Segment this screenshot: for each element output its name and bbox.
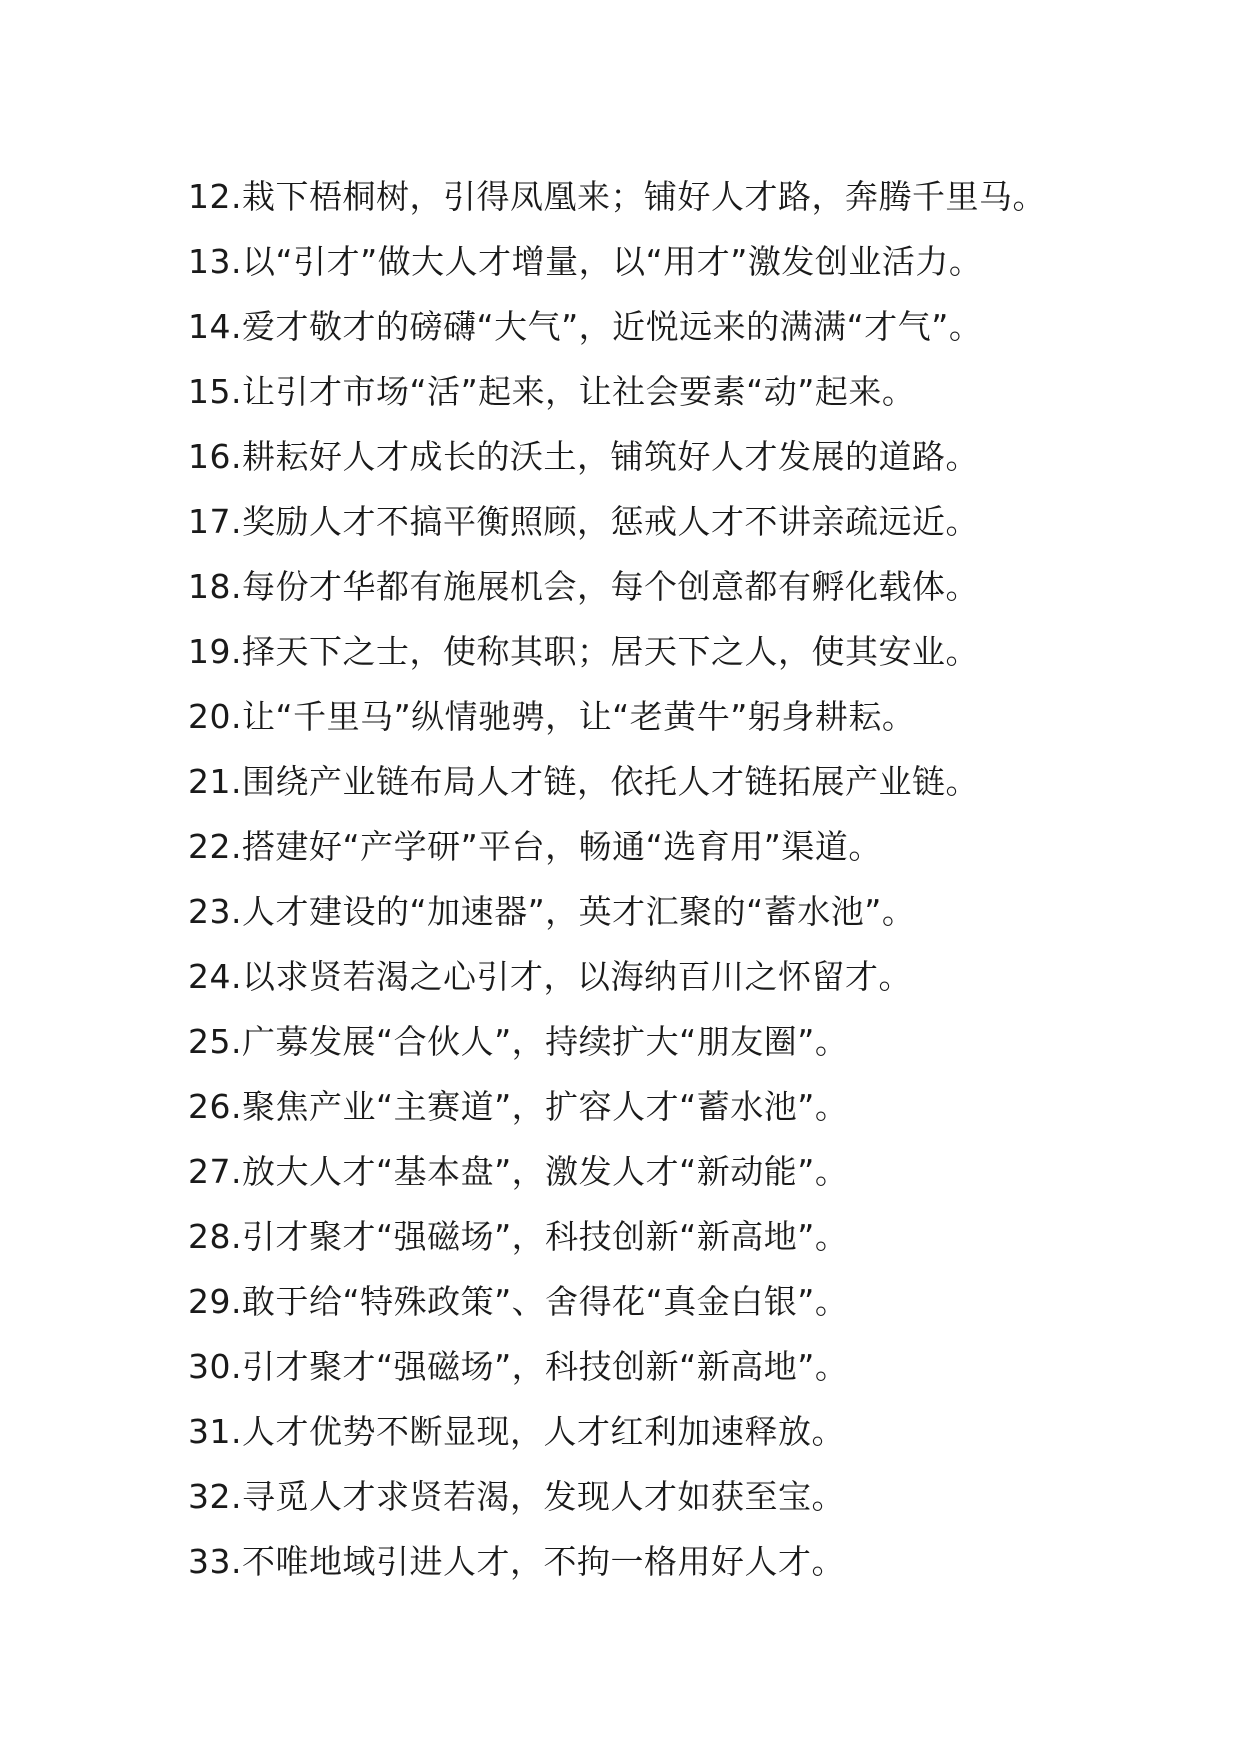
list-item: 16.耕耘好人才成长的沃土，铺筑好人才发展的道路。	[188, 437, 979, 476]
list-item: 17.奖励人才不搞平衡照顾，惩戒人才不讲亲疏远近。	[188, 502, 979, 541]
list-item: 20.让“千里马”纵情驰骋，让“老黄牛”躬身耕耘。	[188, 697, 916, 736]
list-item: 13.以“引才”做大人才增量，以“用才”激发创业活力。	[188, 242, 983, 281]
list-item: 22.搭建好“产学研”平台，畅通“选育用”渠道。	[188, 827, 882, 866]
list-item: 15.让引才市场“活”起来，让社会要素“动”起来。	[188, 372, 916, 411]
list-item: 18.每份才华都有施展机会，每个创意都有孵化载体。	[188, 567, 979, 606]
list-item: 25.广募发展“合伙人”，持续扩大“朋友圈”。	[188, 1022, 849, 1061]
list-item: 14.爱才敬才的磅礴“大气”，近悦远来的满满“才气”。	[188, 307, 983, 346]
list-item: 19.择天下之士，使称其职；居天下之人，使其安业。	[188, 632, 979, 671]
slogan-list	[188, 164, 1188, 1594]
list-item: 33.不唯地域引进人才，不拘一格用好人才。	[188, 1542, 845, 1581]
list-item: 12.栽下梧桐树，引得凤凰来；铺好人才路，奔腾千里马。	[188, 177, 1046, 216]
list-item: 32.寻觅人才求贤若渴，发现人才如获至宝。	[188, 1477, 845, 1516]
list-item: 31.人才优势不断显现，人才红利加速释放。	[188, 1412, 845, 1451]
list-item: 21.围绕产业链布局人才链，依托人才链拓展产业链。	[188, 762, 979, 801]
list-item: 30.引才聚才“强磁场”，科技创新“新高地”。	[188, 1347, 849, 1386]
list-item: 23.人才建设的“加速器”，英才汇聚的“蓄水池”。	[188, 892, 916, 931]
list-item: 27.放大人才“基本盘”，激发人才“新动能”。	[188, 1152, 849, 1191]
list-item: 29.敢于给“特殊政策”、舍得花“真金白银”。	[188, 1282, 849, 1321]
list-item: 28.引才聚才“强磁场”，科技创新“新高地”。	[188, 1217, 849, 1256]
list-item: 24.以求贤若渴之心引才，以海纳百川之怀留才。	[188, 957, 912, 996]
list-item: 26.聚焦产业“主赛道”，扩容人才“蓄水池”。	[188, 1087, 849, 1126]
